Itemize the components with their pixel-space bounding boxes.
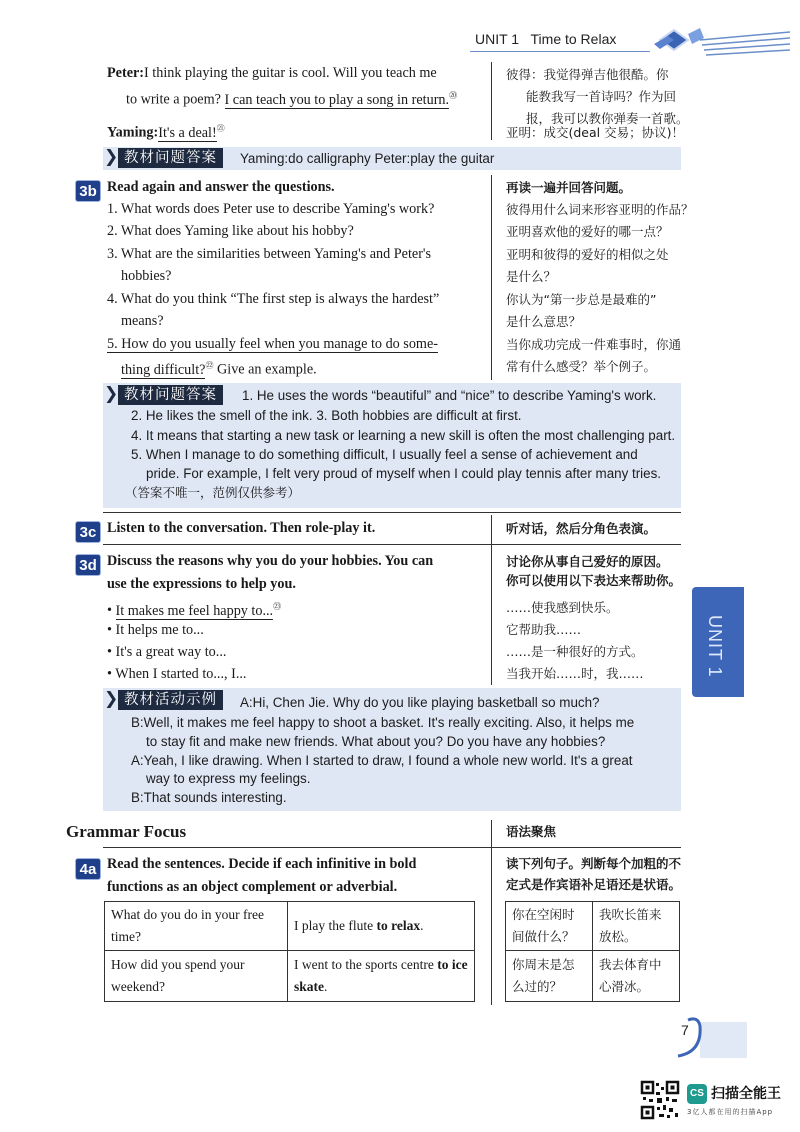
- cn-3d-2: 你可以使用以下表达来帮助你。: [506, 573, 682, 588]
- exercise-badge-3d: 3d: [75, 554, 101, 576]
- cn-translation-yaming: 亚明：成交(deal 交易；协议)！: [506, 125, 684, 140]
- cn-3b-title: 再读一遍并回答问题。: [506, 180, 632, 195]
- column-divider: [491, 175, 492, 380]
- table-row: [506, 951, 680, 1002]
- answer-5: 5. When I manage to do something difficult, I usually feel a sense of achievement and: [131, 447, 638, 462]
- header-rule: [470, 51, 650, 52]
- answer-text: Yaming:do calligraphy Peter:play the guitar: [240, 151, 495, 166]
- expression-2: • It helps me to...: [107, 622, 204, 638]
- cn-3b-q5: 当你成功完成一件难事时，你通: [506, 337, 682, 352]
- answer-2-3: 2. He likes the smell of the ink. 3. Both hobbies are difficult at first.: [131, 408, 522, 423]
- header-title: Time to Relax: [530, 31, 617, 47]
- book-logo-icon: [640, 22, 790, 58]
- dialogue-peter-line2: to write a poem? I can teach you to play a song in return.⑳: [126, 91, 458, 108]
- column-divider: [491, 62, 492, 140]
- activity-line-4: A:Yeah, I like drawing. When I started to draw, I found a whole new world. It's a great: [131, 753, 633, 768]
- activity-line-5: way to express my feelings.: [146, 771, 311, 786]
- cn-3d-b1: ……使我感到快乐。: [506, 600, 619, 615]
- cn-3d-b3: ……是一种很好的方式。: [506, 644, 644, 659]
- expression-1: • It makes me feel happy to...$^㉓$: [107, 602, 282, 619]
- activity-line-6: B:That sounds interesting.: [131, 790, 287, 805]
- expression-3: • It's a great way to...: [107, 644, 227, 660]
- table-row: [105, 951, 475, 1002]
- question-2: 2. What does Yaming like about his hobby?: [107, 223, 354, 239]
- cn-section-title: 语法聚焦: [506, 824, 557, 839]
- exercise-instruction: Listen to the conversation. Then role-play it.: [107, 520, 376, 536]
- page-number-decoration: [672, 1012, 747, 1064]
- table-cell: 你周末是怎么过的？: [506, 951, 593, 1002]
- column-divider: [491, 515, 492, 685]
- activity-line-3: to stay fit and make new friends. What about you? Do you have any hobbies?: [146, 734, 606, 749]
- chevron-right-icon: ❯: [104, 384, 119, 404]
- table-cell: I went to the sports centre to ice skate.: [288, 951, 475, 1002]
- cn-3d-1: 讨论你从事自己爱好的原因。: [506, 554, 669, 569]
- dialogue-peter-line1: Peter:I think playing the guitar is cool. Will you teach me: [107, 65, 437, 81]
- question-5: 5. How do you usually feel when you manage to do some-: [107, 336, 438, 352]
- speaker-peter: Peter:: [107, 65, 145, 81]
- table-cell: 你在空闲时间做什么？: [506, 902, 593, 951]
- running-header: [475, 31, 616, 47]
- scanner-app-name: 扫描全能王: [711, 1086, 781, 1102]
- activity-line-1: A:Hi, Chen Jie. Why do you like playing basketball so much?: [240, 695, 600, 710]
- chevron-right-icon: ❯: [104, 147, 119, 167]
- answer-5-cont: pride. For example, I felt very proud of myself when I could play tennis after many tries.: [146, 466, 662, 481]
- exercise-badge-3b: 3b: [75, 180, 101, 202]
- cn-3b-q3: 亚明和彼得的爱好的相似之处: [506, 247, 669, 262]
- dialogue-yaming: Yaming:It's a deal!$^㉑$: [107, 124, 225, 141]
- scanner-logo-icon: CS: [687, 1084, 707, 1104]
- answer-4: 4. It means that starting a new task or learning a new skill is often the most challenging part.: [131, 428, 676, 443]
- cn-3b-q1: 彼得用什么词来形容亚明的作品？: [506, 202, 694, 217]
- speaker-yaming: Yaming:: [107, 124, 159, 141]
- section-rule: [103, 544, 681, 545]
- answer-note: （答案不唯一，范例仅供参考）: [125, 485, 301, 500]
- exercise-badge-4a: 4a: [75, 858, 101, 880]
- table-cell: 我去体育中心滑冰。: [593, 951, 680, 1002]
- page-number: 7: [681, 1022, 689, 1038]
- table-cell: How did you spend your weekend?: [105, 951, 288, 1002]
- exercise-instruction: Discuss the reasons why you do your hobbies. You can: [107, 553, 434, 569]
- table-row: [105, 902, 475, 951]
- question-1: 1. What words does Peter use to describe Yaming's work?: [107, 201, 435, 217]
- exercise-instruction-cont: functions as an object complement or adverbial.: [107, 879, 398, 895]
- note-marker: ⑳: [449, 91, 458, 100]
- underlined-phrase: I can teach you to play a song in return.: [224, 91, 450, 108]
- section-title: Grammar Focus: [66, 822, 187, 841]
- cn-3b-q5-cont: 常有什么感受？举个例子。: [506, 359, 657, 374]
- cn-3b-q2: 亚明喜欢他的爱好的哪一点？: [506, 224, 669, 239]
- cn-3b-q3-cont: 是什么？: [506, 269, 557, 284]
- activity-line-2: B:Well, it makes me feel happy to shoot a basket. It's really exciting. Also, it helps me: [131, 715, 635, 730]
- section-rule: [103, 847, 681, 848]
- header-unit: UNIT 1: [475, 31, 520, 47]
- question-4-cont: means?: [121, 313, 164, 329]
- table-row: [506, 902, 680, 951]
- cn-3d-b2: 它帮助我……: [506, 622, 582, 637]
- grammar-table: [104, 901, 475, 1002]
- answer-1: 1. He uses the words “beautiful” and “nice” to describe Yaming's work.: [242, 388, 657, 403]
- activity-label: 教材活动示例: [118, 690, 223, 710]
- exercise-instruction: Read the sentences. Decide if each infinitive in bold: [107, 856, 417, 872]
- section-rule: [103, 512, 681, 513]
- chevron-right-icon: ❯: [104, 689, 119, 709]
- cn-3b-q4: 你认为“第一步总是最难的”: [506, 292, 657, 307]
- cn-3c: 听对话，然后分角色表演。: [506, 521, 657, 536]
- cn-grammar-table: [505, 901, 680, 1002]
- cn-3d-b4: 当我开始……时，我……: [506, 666, 644, 681]
- table-cell: What do you do in your free time?: [105, 902, 288, 951]
- table-cell: I play the flute to relax.: [288, 902, 475, 951]
- exercise-instruction: Read again and answer the questions.: [107, 179, 335, 195]
- cn-translation-peter-1: 彼得：我觉得弹吉他很酷。你: [506, 67, 669, 82]
- answer-label: 教材问题答案: [118, 148, 223, 168]
- cn-translation-peter-2: 能教我写一首诗吗？作为回: [526, 89, 677, 104]
- qr-code-icon: [640, 1080, 680, 1120]
- question-4: 4. What do you think “The first step is always the hardest”: [107, 291, 440, 307]
- exercise-badge-3c: 3c: [75, 521, 101, 543]
- cn-4a-1: 读下列句子。判断每个加粗的不: [506, 856, 682, 871]
- unit-side-tab: UNIT 1: [692, 587, 744, 697]
- cn-4a-2: 定式是作宾语补足语还是状语。: [506, 877, 682, 892]
- table-cell: 我吹长笛来放松。: [593, 902, 680, 951]
- expression-4: • When I started to..., I...: [107, 666, 247, 682]
- question-3-cont: hobbies?: [121, 268, 172, 284]
- cn-3b-q4-cont: 是什么意思？: [506, 314, 582, 329]
- answer-label: 教材问题答案: [118, 385, 223, 405]
- cn-translation-peter-3: 报，我可以教你弹奏一首歌。: [526, 111, 689, 126]
- exercise-instruction-cont: use the expressions to help you.: [107, 576, 296, 592]
- question-5-cont: thing difficult?$^㉒$ Give an example.: [121, 361, 317, 378]
- scanner-tagline: 3亿人都在用的扫描App: [687, 1108, 774, 1116]
- question-3: 3. What are the similarities between Yaming's and Peter's: [107, 246, 431, 262]
